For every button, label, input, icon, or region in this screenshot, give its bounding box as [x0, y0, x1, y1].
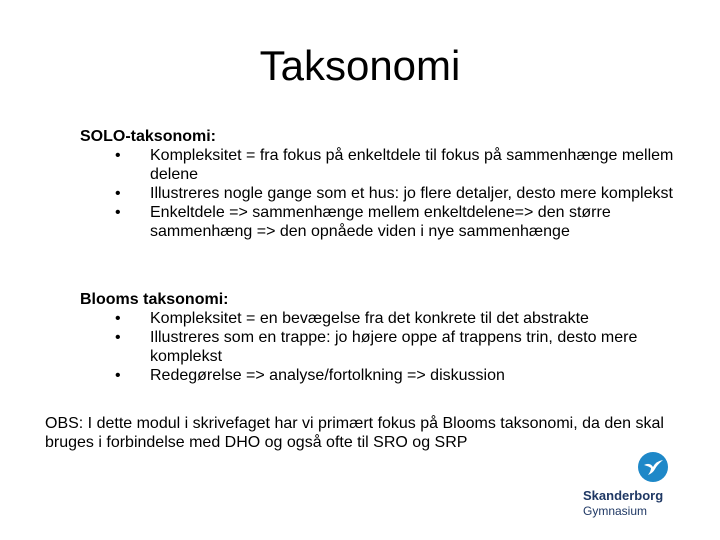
bullet-icon: • — [115, 204, 121, 221]
list-item-text: Kompleksitet = fra fokus på enkeltdele til fokus på sammenhænge mellem delene — [150, 147, 674, 183]
list-item — [80, 309, 700, 328]
bloom-heading: Blooms taksonomi: — [80, 291, 229, 308]
bloom-section — [80, 290, 700, 385]
list-item-text: Illustreres nogle gange som et hus: jo flere detaljer, desto mere komplekst — [150, 185, 673, 202]
bullet-icon: • — [115, 329, 121, 346]
bullet-icon: • — [115, 310, 121, 327]
list-item — [80, 366, 700, 385]
bullet-icon: • — [115, 147, 121, 164]
solo-heading: SOLO-taksonomi: — [80, 128, 217, 145]
list-item-text: Redegørelse => analyse/fortolkning => diskussion — [150, 367, 505, 384]
obs-note: OBS: I dette modul i skrivefaget har vi primært fokus på Blooms taksonomi, da den skal bruges i forbindelse med DHO og også ofte til SRO og SRP — [45, 415, 664, 451]
bloom-list — [80, 309, 700, 385]
list-item-text: Kompleksitet = en bevægelse fra det konkrete til det abstrakte — [150, 310, 589, 327]
list-item — [80, 184, 700, 203]
bullet-icon: • — [115, 185, 121, 202]
bird-logo-icon — [638, 452, 668, 482]
solo-list — [80, 146, 700, 241]
list-item — [80, 328, 700, 366]
page-title: Taksonomi — [259, 42, 461, 89]
solo-section — [80, 127, 700, 241]
list-item — [80, 146, 700, 184]
list-item — [80, 203, 700, 241]
list-item-text: Enkeltdele => sammenhænge mellem enkeltdelene=> den større sammenhæng => den opnåede viden i nye sammenhænge — [150, 204, 611, 240]
bullet-icon: • — [115, 367, 121, 384]
logo-name: Skanderborg — [583, 488, 664, 503]
list-item-text: Illustreres som en trappe: jo højere oppe af trappens trin, desto mere komplekst — [150, 329, 638, 365]
logo-subtitle: Gymnasium — [583, 504, 648, 518]
